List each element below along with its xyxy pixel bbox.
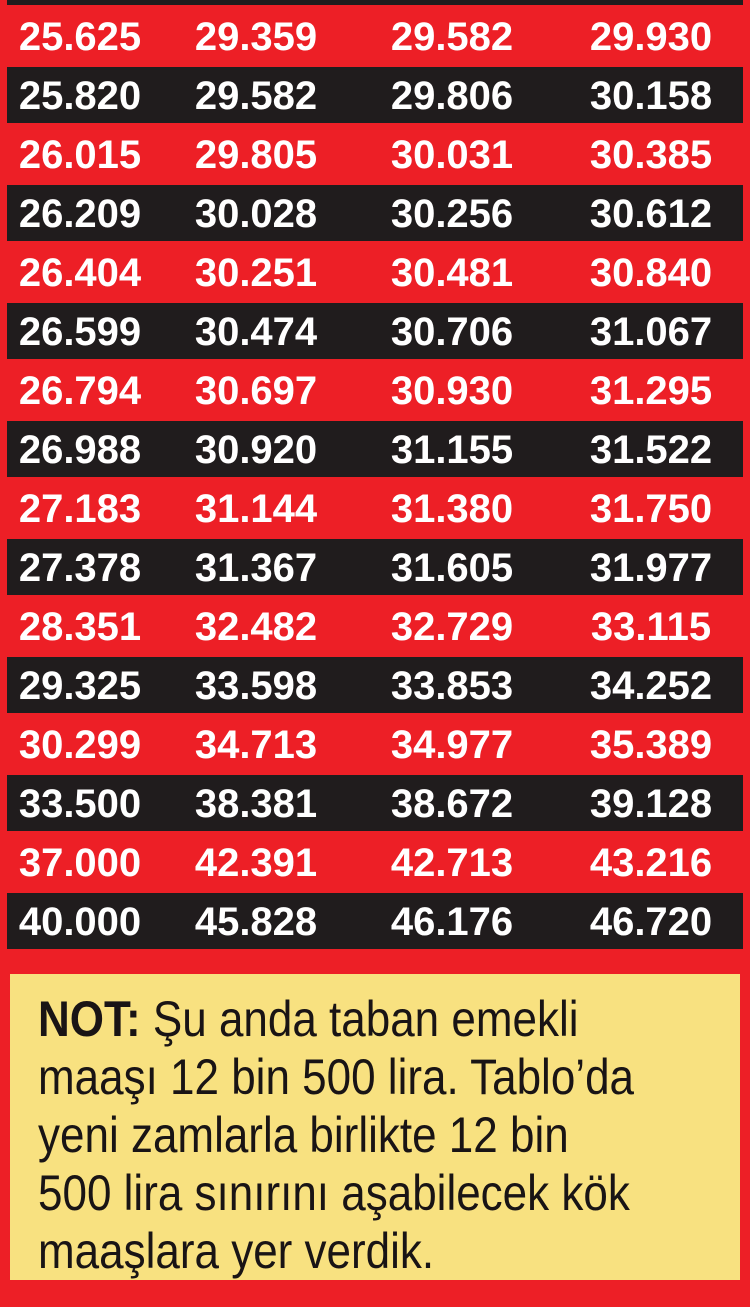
table-cell: 46.176: [390, 900, 514, 944]
table-row: [0, 480, 750, 536]
table-cell: 30.031: [390, 133, 514, 177]
table-row: [0, 775, 750, 831]
table-cell: 29.930: [589, 15, 713, 59]
table-cell: 33.598: [194, 664, 318, 708]
table-cell: 26.794: [18, 369, 142, 413]
salary-table: [0, 8, 750, 949]
table-cell: 29.582: [390, 15, 514, 59]
table-cell: 27.183: [18, 487, 142, 531]
table-cell: 25.820: [18, 74, 142, 118]
table-row: [0, 834, 750, 890]
table-cell: 42.391: [194, 841, 318, 885]
table-cell: 30.385: [589, 133, 713, 177]
table-row: [0, 126, 750, 182]
table-cell: 29.359: [194, 15, 318, 59]
table-cell: 29.805: [194, 133, 318, 177]
table-cell: 29.325: [18, 664, 142, 708]
table-cell: 25.625: [18, 15, 142, 59]
table-row: [0, 303, 750, 359]
note-line: [38, 1222, 656, 1280]
table-cell: 30.256: [390, 192, 514, 236]
table-row: [0, 185, 750, 241]
table-cell: 30.474: [194, 310, 318, 354]
table-cell: 29.806: [390, 74, 514, 118]
table-row: [0, 362, 750, 418]
table-cell: 26.988: [18, 428, 142, 472]
table-cell: 33.115: [590, 605, 712, 649]
table-cell: 30.299: [18, 723, 142, 767]
table-cell: 31.380: [390, 487, 514, 531]
note-text: [38, 990, 656, 1280]
note-line: [38, 1106, 656, 1164]
table-cell: 43.216: [589, 841, 713, 885]
table-cell: 37.000: [18, 841, 142, 885]
table-row: [0, 598, 750, 654]
table-cell: 30.612: [589, 192, 713, 236]
table-cell: 31.144: [194, 487, 318, 531]
table-cell: 30.920: [194, 428, 318, 472]
table-cell: 27.378: [18, 546, 142, 590]
table-cell: 26.404: [18, 251, 142, 295]
table-cell: 30.028: [194, 192, 318, 236]
note-box: [10, 974, 740, 1280]
table-row: [0, 539, 750, 595]
note-line-text: yeni zamlarla birlikte 12 bin: [38, 1107, 569, 1163]
table-cell: 26.599: [18, 310, 142, 354]
table-cell: 29.582: [194, 74, 318, 118]
table-cell: 28.351: [18, 605, 142, 649]
table-cell: 30.930: [390, 369, 514, 413]
table-cell: 31.977: [589, 546, 713, 590]
table-cell: 31.295: [589, 369, 713, 413]
table-cell: 26.015: [18, 133, 142, 177]
table-cell: 26.209: [18, 192, 142, 236]
table-cell: 39.128: [589, 782, 713, 826]
note-line: [38, 990, 656, 1048]
table-row: [0, 421, 750, 477]
table-cell: 32.729: [390, 605, 514, 649]
table-cell: 30.706: [390, 310, 514, 354]
table-cell: 30.840: [589, 251, 713, 295]
table-cell: 34.252: [589, 664, 713, 708]
table-row: [0, 244, 750, 300]
table-cell: 34.713: [194, 723, 318, 767]
table-cell: 34.977: [390, 723, 514, 767]
table-cell: 30.158: [589, 74, 713, 118]
cropped-row-edge: [7, 0, 743, 5]
table-cell: 31.367: [194, 546, 318, 590]
table-cell: 33.853: [390, 664, 514, 708]
note-line-text: maaşlara yer verdik.: [38, 1223, 435, 1279]
table-cell: 31.067: [589, 310, 713, 354]
table-cell: 31.522: [589, 428, 713, 472]
note-line-text: maaşı 12 bin 500 lira. Tablo’da: [38, 1049, 635, 1105]
table-cell: 30.481: [390, 251, 514, 295]
table-cell: 31.155: [390, 428, 514, 472]
table-cell: 45.828: [194, 900, 318, 944]
table-row: [0, 893, 750, 949]
table-cell: 46.720: [589, 900, 713, 944]
table-cell: 35.389: [589, 723, 713, 767]
table-row: [0, 657, 750, 713]
table-cell: 31.750: [589, 487, 713, 531]
table-cell: 32.482: [194, 605, 318, 649]
table-cell: 40.000: [18, 900, 142, 944]
table-row: [0, 67, 750, 123]
table-cell: 33.500: [18, 782, 142, 826]
note-line: [38, 1164, 656, 1222]
note-line-text: 500 lira sınırını aşabilecek kök: [38, 1165, 630, 1221]
table-row: [0, 8, 750, 64]
table-cell: 38.381: [194, 782, 318, 826]
table-cell: 42.713: [390, 841, 514, 885]
note-label: NOT:: [38, 991, 141, 1047]
table-cell: 38.672: [390, 782, 514, 826]
table-cell: 30.697: [194, 369, 318, 413]
table-cell: 31.605: [390, 546, 514, 590]
table-cell: 30.251: [194, 251, 318, 295]
table-row: [0, 716, 750, 772]
note-line-text: Şu anda taban emekli: [152, 991, 579, 1047]
note-line: [38, 1048, 656, 1106]
